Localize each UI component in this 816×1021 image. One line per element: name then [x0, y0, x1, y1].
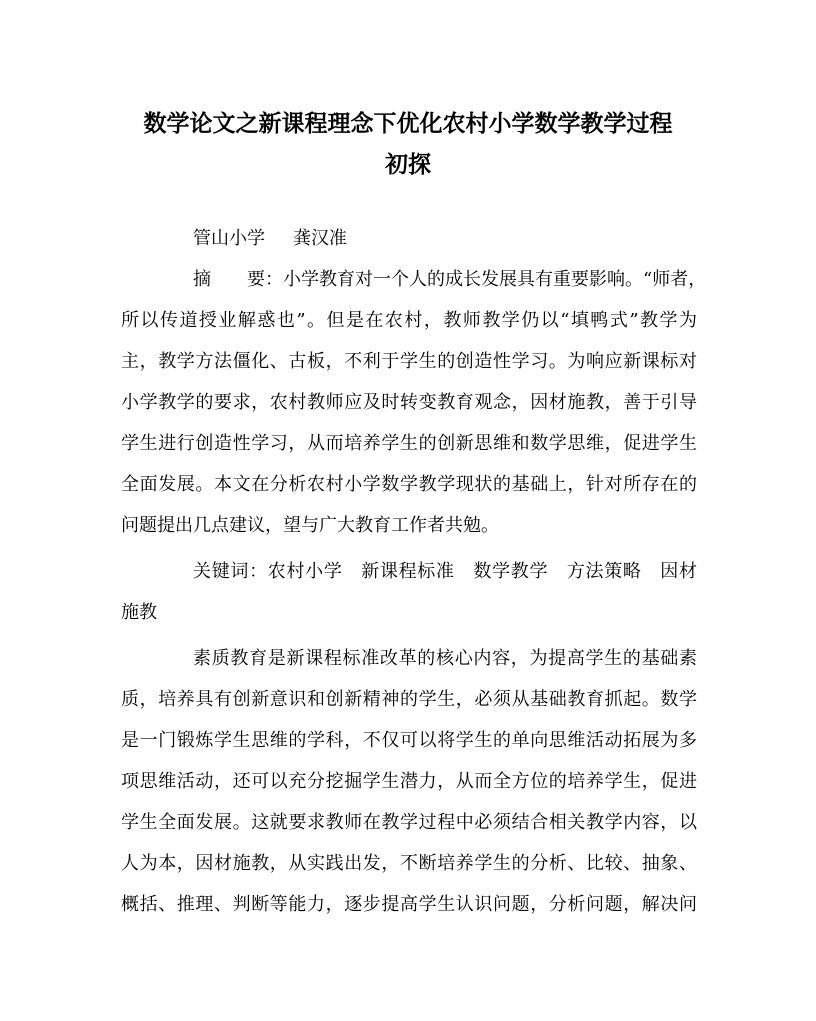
body-line: 学生全面发展。这就要求教师在教学过程中必须结合相关教学内容，以	[121, 812, 697, 833]
keywords-line: 关键词：农村小学 新课程标准 数学教学 方法策略 因材	[193, 561, 697, 582]
body-line: 是一门锻炼学生思维的学科，不仅可以将学生的单向思维活动拓展为多	[121, 730, 697, 751]
body-line: 人为本，因材施教，从实践出发，不断培养学生的分析、比较、抽象、	[121, 853, 697, 874]
author-name: 龚汉准	[293, 228, 347, 249]
abstract-line: 小学教学的要求，农村教师应及时转变教育观念，因材施教，善于引导	[121, 392, 697, 413]
abstract-line: 学生进行创造性学习，从而培养学生的创新思维和数学思维，促进学生	[121, 433, 697, 454]
author-school: 管山小学	[193, 228, 265, 249]
abstract-line: 主，教学方法僵化、古板，不利于学生的创造性学习。为响应新课标对	[121, 351, 697, 372]
document-title-line-1: 数学论文之新课程理念下优化农村小学数学教学过程	[143, 110, 673, 137]
body-line: 概括、推理、判断等能力，逐步提高学生认识问题，分析问题，解决问	[121, 894, 697, 915]
body-line: 质，培养具有创新意识和创新精神的学生，必须从基础教育抓起。数学	[121, 689, 697, 710]
author-byline	[193, 227, 347, 251]
abstract-line: 问题提出几点建议，望与广大教育工作者共勉。	[121, 515, 499, 536]
document-title-line-2: 初探	[385, 151, 431, 178]
abstract-line: 所以传道授业解惑也”。但是在农村，教师教学仍以“填鸭式”教学为	[121, 310, 697, 331]
keywords-line: 施教	[121, 602, 157, 623]
body-line: 素质教育是新课程标准改革的核心内容，为提高学生的基础素	[193, 648, 697, 669]
abstract-line: 摘 要：小学教育对一个人的成长发展具有重要影响。“师者，	[193, 269, 707, 290]
abstract-line: 全面发展。本文在分析农村小学数学教学现状的基础上，针对所存在的	[121, 474, 697, 495]
body-line: 项思维活动，还可以充分挖掘学生潜力，从而全方位的培养学生，促进	[121, 771, 697, 792]
